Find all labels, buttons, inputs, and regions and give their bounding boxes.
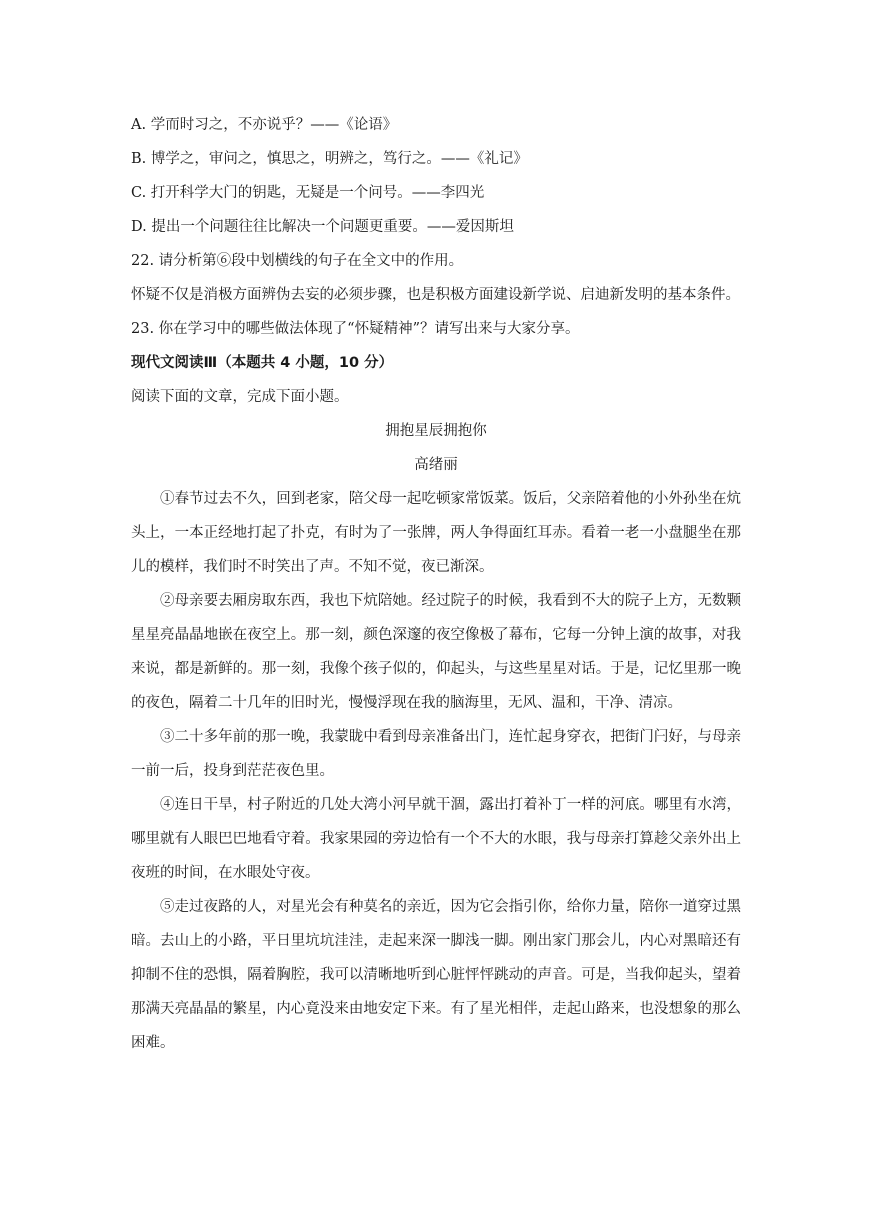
article-paragraph-2: ②母亲要去厢房取东西，我也下炕陪她。经过院子的时候，我看到不大的院子上方，无数颗星星亮晶晶地嵌在夜空上。那一刻，颜色深邃的夜空像极了幕布，它每一分钟上演的故事，对我来说，都是新鲜的。那一刻，我像个孩子似的，仰起头，与这些星星对话。于是，记忆里那一晚的夜色，隔着二十几年的旧时光，慢慢浮现在我的脑海里，无风、温和，干净、清凉。: [131, 593, 741, 711]
article-paragraph-1: ①春节过去不久，回到老家，陪父母一起吃顿家常饭菜。饭后，父亲陪着他的小外孙坐在炕头上，一本正经地打起了扑克，有时为了一张牌，两人争得面红耳赤。看着一老一小盘腿坐在那儿的模样，我们时不时笑出了声。不知不觉，夜已渐深。: [131, 491, 741, 575]
question-23: 23. 你在学习中的哪些做法体现了“怀疑精神”？请写出来与大家分享。: [131, 321, 580, 337]
option-c: C. 打开科学大门的钥匙，无疑是一个问号。——李四光: [131, 185, 485, 201]
option-a: A. 学而时习之，不亦说乎？——《论语》: [131, 117, 398, 133]
option-d: D. 提出一个问题往往比解决一个问题更重要。——爱因斯坦: [131, 219, 514, 235]
option-b: B. 博学之，审问之，慎思之，明辨之，笃行之。——《礼记》: [131, 151, 528, 167]
question-22: 22. 请分析第⑥段中划横线的句子在全文中的作用。: [131, 253, 464, 269]
section-heading: 现代文阅读Ⅲ（本题共 4 小题，10 分）: [131, 355, 394, 371]
article-paragraph-3: ③二十多年前的那一晚，我蒙眬中看到母亲准备出门，连忙起身穿衣，把街门闩好，与母亲一前一后，投身到茫茫夜色里。: [131, 729, 741, 779]
article-title: 拥抱星辰拥抱你: [385, 423, 487, 439]
answer-22: 怀疑不仅是消极方面辨伪去妄的必须步骤，也是积极方面建设新学说、启迪新发明的基本条件。: [131, 287, 740, 303]
page-content: [131, 108, 741, 1060]
article-author: 高绪丽: [414, 457, 458, 473]
article-paragraph-4: ④连日干旱，村子附近的几处大湾小河早就干涸，露出打着补丁一样的河底。哪里有水湾，哪里就有人眼巴巴地看守着。我家果园的旁边恰有一个不大的水眼，我与母亲打算趁父亲外出上夜班的时间，在水眼处守夜。: [131, 797, 741, 881]
instruction-text: 阅读下面的文章，完成下面小题。: [131, 389, 349, 405]
article-paragraph-5: ⑤走过夜路的人，对星光会有种莫名的亲近，因为它会指引你，给你力量，陪你一道穿过黑暗。去山上的小路，平日里坑坑洼洼，走起来深一脚浅一脚。刚出家门那会儿，内心对黑暗还有抑制不住的恐惧，隔着胸腔，我可以清晰地听到心脏怦怦跳动的声音。可是，当我仰起头，望着那满天亮晶晶的繁星，内心竟没来由地安定下来。有了星光相伴，走起山路来，也没想象的那么困难。: [131, 899, 741, 1051]
